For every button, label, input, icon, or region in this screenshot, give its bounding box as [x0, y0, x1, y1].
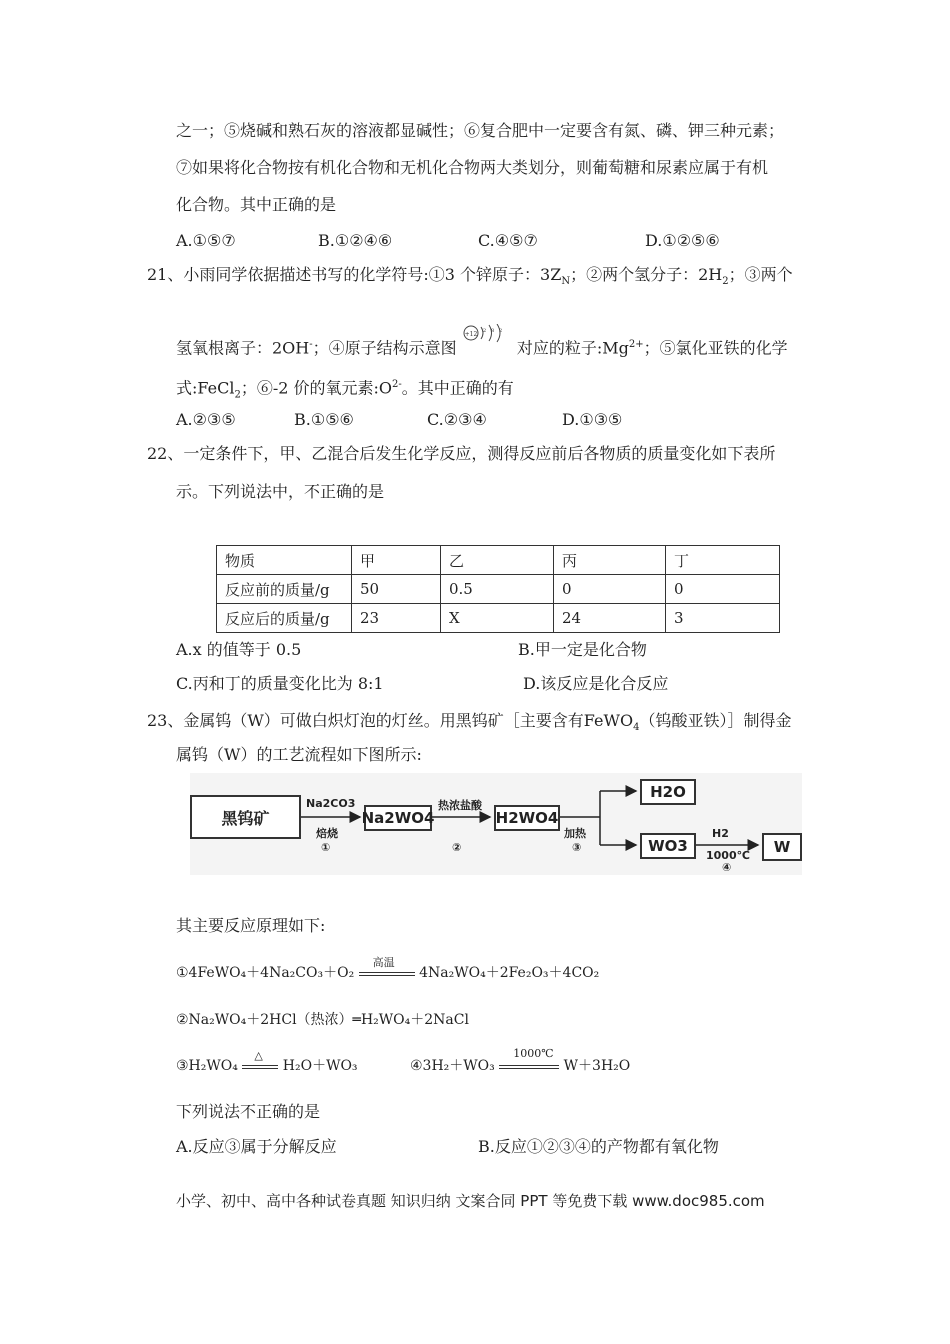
q23-line-1: 23、金属钨（W）可做白炽灯泡的灯丝。用黑钨矿［主要含有FeWO$_4$（钨酸亚铁）］制得金	[147, 711, 792, 734]
temp-label: 1000℃	[706, 849, 750, 862]
equation-1: ①4FeWO₄＋4Na₂CO₃＋O₂ 高温 4Na₂WO₄＋2Fe₂O₃＋4CO₂	[176, 962, 599, 984]
q22-line-2: 示。下列说法中，不正确的是	[176, 482, 385, 501]
q23-line-2: 属钨（W）的工艺流程如下图所示:	[176, 745, 422, 764]
eq1-condition: 高温	[372, 956, 395, 969]
wo3-box: WO3	[640, 833, 696, 859]
eq3-condition: △	[254, 1049, 263, 1062]
eq3-equals-bar	[242, 1065, 278, 1069]
eq4-equals-bar	[499, 1065, 559, 1069]
h2wo4-box: H2WO4	[494, 805, 560, 831]
table-header-cell: 乙	[441, 546, 554, 575]
table-header-cell: 甲	[352, 546, 441, 575]
q22-line-1: 22、一定条件下，甲、乙混合后发生化学反应，测得反应前后各物质的质量变化如下表所	[147, 444, 776, 463]
table-cell: 0.5	[441, 575, 554, 604]
table-header-row	[217, 546, 780, 575]
q21-line-3: 式:FeCl$_2$；⑥-2 价的氧元素$:O^{2-}$。其中正确的有	[176, 378, 514, 401]
table-cell: X	[441, 604, 554, 633]
q21-option-c: C.②③④	[427, 410, 487, 429]
h2o-box: H2O	[640, 779, 696, 805]
q21-option-d: D.①③⑤	[562, 410, 623, 429]
reagent-h2-label: H2	[712, 827, 729, 840]
table-cell: 24	[554, 604, 666, 633]
q20-line-2: ⑦如果将化合物按有机化合物和无机化合物两大类划分，则葡萄糖和尿素应属于有机	[176, 158, 769, 177]
principle-intro: 其主要反应原理如下:	[176, 916, 326, 935]
roast-label: 焙烧	[316, 827, 338, 840]
table-cell: 0	[554, 575, 666, 604]
table-cell: 3	[666, 604, 780, 633]
table-header-cell: 物质	[217, 546, 352, 575]
step-4-label: ④	[722, 861, 732, 874]
q20-option-a: A.①⑤⑦	[176, 231, 236, 250]
q22-option-a: A.x 的值等于 0.5	[176, 640, 302, 659]
nucleus-label: +12	[464, 331, 478, 338]
shell-2-count: 8	[490, 328, 494, 334]
w-box: W	[762, 833, 802, 861]
q21-option-a: A.②③⑤	[176, 410, 236, 429]
q20-line-3: 化合物。其中正确的是	[176, 195, 337, 214]
eq4-condition: 1000℃	[513, 1047, 554, 1060]
table-header-cell: 丁	[666, 546, 780, 575]
q22-option-b: B.甲一定是化合物	[518, 640, 647, 659]
table-cell: 50	[352, 575, 441, 604]
equation-2: ②Na₂WO₄＋2HCl（热浓）═H₂WO₄＋2NaCl	[176, 1012, 469, 1028]
process-flow-diagram	[190, 773, 802, 875]
na2wo4-box: Na2WO4	[364, 805, 432, 831]
q22-option-c: C.丙和丁的质量变化比为 8:1	[176, 674, 384, 693]
q23-option-a: A.反应③属于分解反应	[176, 1137, 337, 1156]
shell-3-count: 2	[498, 328, 502, 334]
table-header-cell: 丙	[554, 546, 666, 575]
table-cell: 0	[666, 575, 780, 604]
q22-option-d: D.该反应是化合反应	[523, 674, 669, 693]
q20-line-1: 之一；⑤烧碱和熟石灰的溶液都显碱性；⑥复合肥中一定要含有氮、磷、钾三种元素；	[176, 121, 785, 140]
atom-diagram-svg	[462, 324, 512, 354]
eq1-equals-bar	[359, 972, 415, 976]
table-cell: 反应后的质量/g	[217, 604, 352, 633]
reagent-hcl-label: 热浓盐酸	[438, 799, 482, 812]
q23-question: 下列说法不正确的是	[176, 1102, 321, 1121]
table-row	[217, 575, 780, 604]
q23-option-b: B.反应①②③④的产物都有氧化物	[478, 1137, 719, 1156]
step-1-label: ①	[321, 841, 331, 854]
q21-line-2: 氢氧根离子：2OH-；④原子结构示意图 +12 2 8 2 对应的粒子$:Mg^{2+}$；⑤氯化亚铁的化学	[176, 334, 788, 364]
equation-3: ③H₂WO₄ △ H₂O＋WO₃	[176, 1055, 358, 1077]
step-3-label: ③	[572, 841, 582, 854]
reagent-na2co3-label: Na2CO3	[306, 797, 356, 810]
table-row	[217, 604, 780, 633]
q20-option-b: B.①②④⑥	[318, 231, 393, 250]
q21-option-b: B.①⑤⑥	[294, 410, 354, 429]
table-cell: 23	[352, 604, 441, 633]
shell-1-count: 2	[482, 328, 486, 334]
q21-line-1: 21、小雨同学依据描述书写的化学符号:①3 个锌原子：$3Z_N$；②两个氢分子：$2H_2$；③两个	[147, 265, 793, 288]
mass-change-table	[216, 545, 780, 633]
table-cell: 反应前的质量/g	[217, 575, 352, 604]
step-2-label: ②	[452, 841, 462, 854]
heat-label: 加热	[564, 827, 586, 840]
atom-structure-diagram	[462, 324, 512, 354]
page-footer: 小学、初中、高中各种试卷真题 知识归纳 文案合同 PPT 等免费下载 www.doc985.com	[176, 1192, 765, 1210]
q20-option-d: D.①②⑤⑥	[645, 231, 720, 250]
ore-box: 黑钨矿	[190, 795, 301, 839]
q20-option-c: C.④⑤⑦	[478, 231, 538, 250]
equation-4: ④3H₂＋WO₃ 1000℃ W＋3H₂O	[410, 1055, 630, 1077]
